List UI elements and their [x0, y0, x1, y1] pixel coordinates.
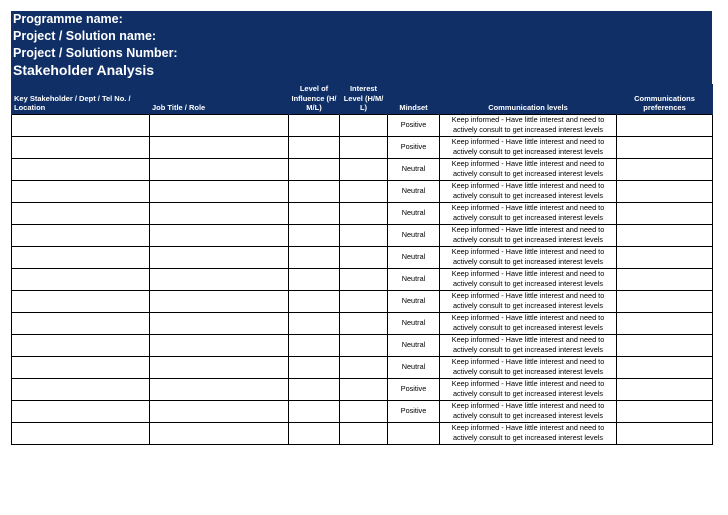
influence-cell[interactable]: [289, 202, 340, 224]
interest-cell[interactable]: [340, 224, 388, 246]
stakeholder-cell[interactable]: [12, 400, 150, 422]
job-title-cell[interactable]: [150, 202, 289, 224]
stakeholder-cell[interactable]: [12, 422, 150, 444]
influence-cell[interactable]: [289, 422, 340, 444]
job-title-cell[interactable]: [150, 158, 289, 180]
communication-cell: Keep informed - Have little interest and need to actively consult to get increased interest levels: [440, 334, 617, 356]
table-row: [12, 136, 713, 158]
table-row: [12, 202, 713, 224]
influence-cell[interactable]: [289, 180, 340, 202]
communication-cell: Keep informed - Have little interest and need to actively consult to get increased interest levels: [440, 268, 617, 290]
communication-cell: Keep informed - Have little interest and need to actively consult to get increased interest levels: [440, 356, 617, 378]
mindset-cell: Neutral: [388, 202, 440, 224]
influence-cell[interactable]: [289, 268, 340, 290]
programme-name-label: Programme name:: [13, 12, 123, 26]
stakeholder-cell[interactable]: [12, 224, 150, 246]
stakeholder-cell[interactable]: [12, 268, 150, 290]
preferences-cell[interactable]: [617, 202, 713, 224]
table-row: [12, 290, 713, 312]
table-row: [12, 422, 713, 444]
mindset-cell: Positive: [388, 114, 440, 136]
communication-cell: Keep informed - Have little interest and need to actively consult to get increased interest levels: [440, 378, 617, 400]
mindset-cell: Neutral: [388, 312, 440, 334]
table-row: [12, 180, 713, 202]
influence-cell[interactable]: [289, 334, 340, 356]
preferences-cell[interactable]: [617, 268, 713, 290]
table-row: [12, 268, 713, 290]
preferences-cell[interactable]: [617, 334, 713, 356]
preferences-cell[interactable]: [617, 180, 713, 202]
communication-cell: Keep informed - Have little interest and need to actively consult to get increased interest levels: [440, 114, 617, 136]
influence-cell[interactable]: [289, 114, 340, 136]
job-title-cell[interactable]: [150, 334, 289, 356]
preferences-cell[interactable]: [617, 246, 713, 268]
interest-cell[interactable]: [340, 334, 388, 356]
interest-cell[interactable]: [340, 356, 388, 378]
mindset-cell: Positive: [388, 136, 440, 158]
job-title-cell[interactable]: [150, 180, 289, 202]
table-row: [12, 224, 713, 246]
stakeholder-cell[interactable]: [12, 312, 150, 334]
job-title-cell[interactable]: [150, 114, 289, 136]
interest-cell[interactable]: [340, 268, 388, 290]
communication-cell: Keep informed - Have little interest and need to actively consult to get increased interest levels: [440, 224, 617, 246]
job-title-cell[interactable]: [150, 422, 289, 444]
column-header-mindset: Mindset: [388, 84, 440, 114]
column-header-interest: Interest Level (H/M/ L): [340, 84, 388, 114]
mindset-cell: Neutral: [388, 224, 440, 246]
project-name-label: Project / Solution name:: [13, 29, 157, 43]
job-title-cell[interactable]: [150, 356, 289, 378]
communication-cell: Keep informed - Have little interest and need to actively consult to get increased interest levels: [440, 136, 617, 158]
interest-cell[interactable]: [340, 378, 388, 400]
stakeholder-cell[interactable]: [12, 334, 150, 356]
interest-cell[interactable]: [340, 312, 388, 334]
document-title: Stakeholder Analysis: [13, 62, 155, 78]
table-header-row: [12, 84, 713, 114]
table-row: [12, 114, 713, 136]
job-title-cell[interactable]: [150, 378, 289, 400]
interest-cell[interactable]: [340, 400, 388, 422]
table-row: [12, 378, 713, 400]
job-title-cell[interactable]: [150, 312, 289, 334]
job-title-cell[interactable]: [150, 290, 289, 312]
table-row: [12, 246, 713, 268]
stakeholder-cell[interactable]: [12, 158, 150, 180]
table-row: [12, 312, 713, 334]
preferences-cell[interactable]: [617, 400, 713, 422]
communication-cell: Keep informed - Have little interest and need to actively consult to get increased interest levels: [440, 422, 617, 444]
influence-cell[interactable]: [289, 378, 340, 400]
interest-cell[interactable]: [340, 180, 388, 202]
influence-cell[interactable]: [289, 246, 340, 268]
column-header-communication: Communication levels: [440, 84, 617, 114]
mindset-cell: [388, 422, 440, 444]
stakeholder-cell[interactable]: [12, 136, 150, 158]
column-header-influence: Level of Influence (H/ M/L): [289, 84, 340, 114]
interest-cell[interactable]: [340, 114, 388, 136]
influence-cell[interactable]: [289, 400, 340, 422]
table-row: [12, 334, 713, 356]
mindset-cell: Neutral: [388, 158, 440, 180]
communication-cell: Keep informed - Have little interest and need to actively consult to get increased interest levels: [440, 158, 617, 180]
stakeholder-cell[interactable]: [12, 378, 150, 400]
preferences-cell[interactable]: [617, 114, 713, 136]
preferences-cell[interactable]: [617, 356, 713, 378]
mindset-cell: Neutral: [388, 290, 440, 312]
column-header-preferences: Communications preferences: [617, 84, 713, 114]
communication-cell: Keep informed - Have little interest and need to actively consult to get increased interest levels: [440, 400, 617, 422]
mindset-cell: Positive: [388, 400, 440, 422]
interest-cell[interactable]: [340, 290, 388, 312]
job-title-cell[interactable]: [150, 224, 289, 246]
job-title-cell[interactable]: [150, 400, 289, 422]
job-title-cell[interactable]: [150, 136, 289, 158]
stakeholder-cell[interactable]: [12, 246, 150, 268]
preferences-cell[interactable]: [617, 312, 713, 334]
mindset-cell: Neutral: [388, 246, 440, 268]
influence-cell[interactable]: [289, 136, 340, 158]
mindset-cell: Neutral: [388, 356, 440, 378]
communication-cell: Keep informed - Have little interest and need to actively consult to get increased interest levels: [440, 290, 617, 312]
mindset-cell: Neutral: [388, 334, 440, 356]
influence-cell[interactable]: [289, 224, 340, 246]
preferences-cell[interactable]: [617, 290, 713, 312]
communication-cell: Keep informed - Have little interest and need to actively consult to get increased interest levels: [440, 180, 617, 202]
interest-cell[interactable]: [340, 422, 388, 444]
job-title-cell[interactable]: [150, 246, 289, 268]
preferences-cell[interactable]: [617, 158, 713, 180]
influence-cell[interactable]: [289, 356, 340, 378]
mindset-cell: Neutral: [388, 180, 440, 202]
stakeholder-cell[interactable]: [12, 290, 150, 312]
table-body: [12, 114, 713, 444]
stakeholder-cell[interactable]: [12, 114, 150, 136]
mindset-cell: Positive: [388, 378, 440, 400]
stakeholder-table: [11, 84, 713, 445]
preferences-cell[interactable]: [617, 224, 713, 246]
preferences-cell[interactable]: [617, 378, 713, 400]
communication-cell: Keep informed - Have little interest and need to actively consult to get increased interest levels: [440, 246, 617, 268]
communication-cell: Keep informed - Have little interest and need to actively consult to get increased interest levels: [440, 312, 617, 334]
project-number-label: Project / Solutions Number:: [13, 46, 178, 60]
table-row: [12, 356, 713, 378]
interest-cell[interactable]: [340, 136, 388, 158]
influence-cell[interactable]: [289, 290, 340, 312]
job-title-cell[interactable]: [150, 268, 289, 290]
influence-cell[interactable]: [289, 312, 340, 334]
column-header-job-title: Job Title / Role: [150, 84, 289, 114]
stakeholder-cell[interactable]: [12, 202, 150, 224]
column-header-stakeholder: Key Stakeholder / Dept / Tel No. / Location: [12, 84, 150, 114]
preferences-cell[interactable]: [617, 136, 713, 158]
table-row: [12, 400, 713, 422]
document-header: [11, 11, 712, 84]
interest-cell[interactable]: [340, 246, 388, 268]
influence-cell[interactable]: [289, 158, 340, 180]
interest-cell[interactable]: [340, 158, 388, 180]
table-row: [12, 158, 713, 180]
interest-cell[interactable]: [340, 202, 388, 224]
stakeholder-cell[interactable]: [12, 356, 150, 378]
preferences-cell[interactable]: [617, 422, 713, 444]
mindset-cell: Neutral: [388, 268, 440, 290]
communication-cell: Keep informed - Have little interest and need to actively consult to get increased interest levels: [440, 202, 617, 224]
stakeholder-cell[interactable]: [12, 180, 150, 202]
